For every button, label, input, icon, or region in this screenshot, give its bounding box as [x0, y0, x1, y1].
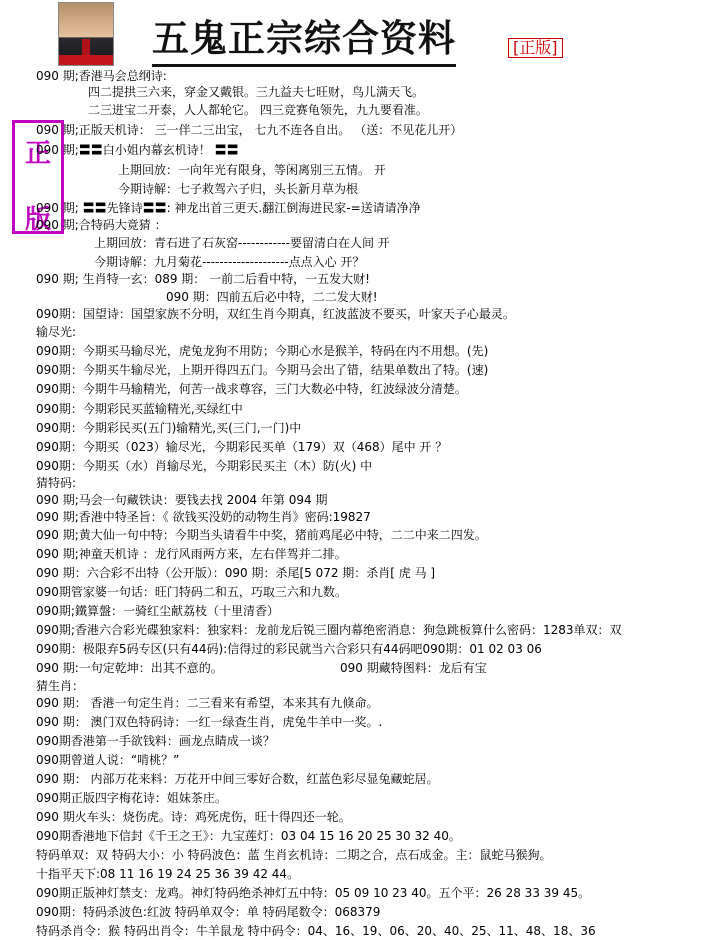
- text-line: 090 期： 澳门双色特码诗：一红一绿查生肖，虎兔牛羊中一奖。.: [36, 715, 383, 729]
- text-line: 090 期;黄大仙一句中特：今期当头请看牛中奖，猪前鸡尾必中特，二二中来二四发。: [36, 528, 487, 542]
- text-line: 090期：今期买（023）输尽光，今期彩民买单（179）双（468）尾中 开 ？: [36, 440, 448, 454]
- text-line: 090 期： 内部万花来料：万花开中间三零好合数，红蓝色彩尽显兔藏蛇居。: [36, 772, 439, 786]
- text-line: 090期正版四字梅花诗：姐妹茶庄。: [36, 791, 227, 805]
- stamp-char-1: 正: [25, 139, 52, 169]
- text-line: 特码杀肖令：猴 特码出肖令：牛羊鼠龙 特中码令：04、16、19、06、20、40、25、11、48、18、36: [36, 924, 596, 938]
- text-line: 090 期;合特码大竟猜 ：: [36, 218, 167, 232]
- text-line: 090期香港地下信封《千王之王》：九宝莲灯：03 04 15 16 20 25 30 32 40。: [36, 829, 461, 843]
- text-line: 090期：极限弃5码专区(只有44码):信得过的彩民就当六合彩只有44码吧090期：01 02 03 06: [36, 642, 542, 656]
- text-line: 090期;香港六合彩光碟独家料：独家料：龙前龙后锐三圈内幕绝密消息：狗急跳板算什么密码：1283单双：双: [36, 623, 622, 637]
- text-line: 上期回放：一向年光有限身，等闲离别三五情。 开: [118, 163, 386, 177]
- text-line: 090期：今期牛马输精光，何苦一战求尊容，三门大数必中特，红波绿波分清楚。: [36, 382, 467, 396]
- text-line: 090 期藏特图料：龙后有宝: [340, 661, 487, 675]
- text-line: 今期诗解：九月菊花--------------------点点入心 开？: [94, 255, 365, 269]
- text-line: 二三进宝二开泰，人人都轮它。 四三竞赛龟领先，九九要看准。: [88, 103, 428, 117]
- page-header: [0, 0, 720, 70]
- text-line: 十指平天下:08 11 16 19 24 25 36 39 42 44。: [36, 867, 300, 881]
- text-line: 090 期; 生肖特一玄：089 期： 一前二后看中特，一五发大财!: [36, 272, 370, 286]
- text-line: 090期：今期彩民买蓝输精光,买绿红中: [36, 402, 243, 416]
- section-label: 猜生肖：: [36, 679, 85, 693]
- text-line: 今期诗解：七子救驾六子归，头长新月草为根: [118, 182, 359, 196]
- page-title: 五鬼正宗综合资料: [152, 16, 456, 67]
- text-line: 090期：今期买（水）肖输尽光，今期彩民买主（木）防(火) 中: [36, 459, 373, 473]
- text-line: 090 期;香港中特圣旨：《 欲钱买没奶的动物生肖》密码:19827: [36, 510, 371, 524]
- version-badge: [正版]: [508, 38, 563, 58]
- text-line: 090 期;正版天机诗： 三一伴二三出宝， 七九不连各自出。 （送：不见花儿开）: [36, 123, 463, 137]
- text-line: 090期：国望诗：国望家族不分明，双红生肖今期真，红波蓝波不要买，叶家天子心最灵。: [36, 307, 515, 321]
- text-line: 090 期;马会一句藏铁诀：要钱去找 2004 年第 094 期: [36, 493, 328, 507]
- text-line: 上期回放：青石进了石灰窑------------要留清白在人间 开: [94, 236, 390, 250]
- text-line: 090 期;香港马会总纲诗:: [36, 69, 167, 83]
- stamp-char-2: 版: [25, 205, 52, 235]
- text-line: 090 期; 〓〓先锋诗〓〓: 神龙出首三更天.翻江倒海进民家-=送请请净净: [36, 201, 421, 215]
- section-label: 猜特码:: [36, 476, 77, 490]
- avatar-flag: [59, 55, 113, 65]
- text-line: 090期;鐵算盤：一骑红尘献荔枝（十里清香）: [36, 604, 279, 618]
- text-line: 090期管家婆一句话：旺门特码二和五，巧取三六和九数。: [36, 585, 347, 599]
- text-line: 090期曾道人说：“啃桃？”: [36, 753, 180, 767]
- section-label: 输尽光:: [36, 325, 77, 339]
- text-line: 090 期:一句定乾坤：出其不意的。: [36, 661, 223, 675]
- text-line: 090 期：六合彩不出特（公开版）：090 期：杀尾[5 072 期：杀肖[ 虎 马 ]: [36, 566, 436, 580]
- text-line: 090期：今期买马输尽光，虎兔龙狗不用防；今期心水是猴羊，特码在内不用想。(先): [36, 344, 489, 358]
- text-line: 090期香港第一手欲钱料：画龙点睛成一谈？: [36, 734, 275, 748]
- text-line: 090期：特码杀波色:红波 特码单双令：单 特码尾数令：068379: [36, 905, 381, 919]
- avatar: [58, 2, 114, 66]
- text-line: 090 期： 香港一句定生肖：二三看来有希望，本来其有九倏命。: [36, 696, 379, 710]
- text-line: 090 期;〓〓白小姐内幕玄机诗！ 〓〓: [36, 143, 239, 157]
- text-line: 四二提拱三六来，穿金又戴银。三九益夫七旺财，鸟儿满天飞。: [88, 85, 425, 99]
- text-line: 090 期;神童天机诗 ：龙行风雨两方来，左右伴驾并二排。: [36, 547, 347, 561]
- text-line: 特码单双：双 特码大小：小 特码波色：蓝 生肖玄机诗：二期之合，点石成金。主：鼠蛇马猴狗。: [36, 848, 552, 862]
- text-line: 090 期：四前五后必中特，二二发大财!: [166, 290, 378, 304]
- text-line: 090期：今期买牛输尽光，上期开得四五门。今期马会出了错，结果单数出了特。(速): [36, 363, 489, 377]
- text-line: 090 期火车头：烧伤虎。诗：鸡死虎伤，旺十得四还一轮。: [36, 810, 351, 824]
- text-line: 090期正版神灯禁支：龙鸡。神灯特码绝杀神灯五中特：05 09 10 23 40。五个平：26 28 33 39 45。: [36, 886, 591, 900]
- text-line: 090期：今期彩民买(五门)输精光,买(三门,一门)中: [36, 421, 302, 435]
